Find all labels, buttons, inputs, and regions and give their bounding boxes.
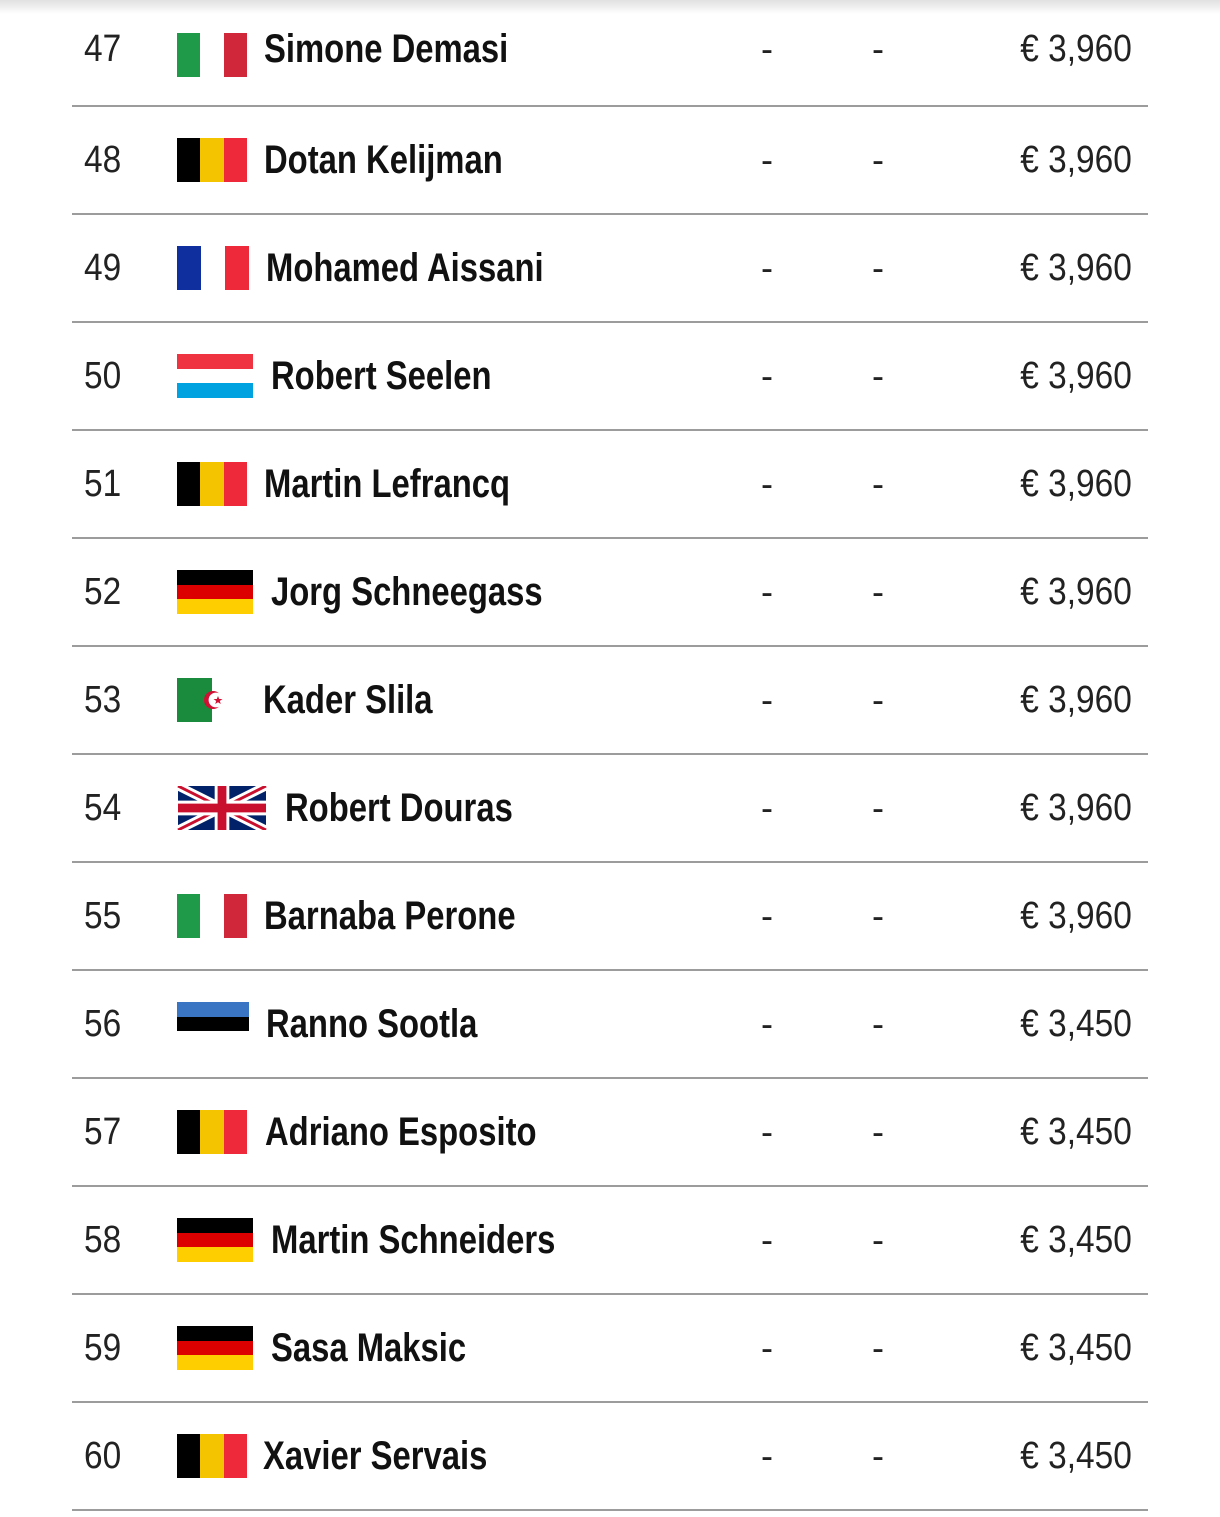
prize-amount: € 3,960 xyxy=(1020,787,1132,829)
stat-column-b: - xyxy=(872,1219,884,1260)
rank-number: 54 xyxy=(84,787,122,829)
rank-number: 52 xyxy=(84,571,122,613)
stat-column-a: - xyxy=(761,355,773,396)
luxembourg-flag-icon xyxy=(177,354,253,398)
rank-number: 48 xyxy=(84,139,122,181)
belgium-flag-icon xyxy=(177,1110,247,1154)
player-name[interactable]: Kader Slila xyxy=(263,678,433,722)
rank-number: 59 xyxy=(84,1327,122,1369)
prize-amount: € 3,960 xyxy=(1020,139,1132,181)
prize-amount: € 3,450 xyxy=(1020,1111,1132,1153)
stat-column-b: - xyxy=(872,139,884,180)
stat-column-a: - xyxy=(761,895,773,936)
germany-flag-icon xyxy=(177,570,253,614)
stat-column-b: - xyxy=(872,1111,884,1152)
player-name[interactable]: Robert Seelen xyxy=(271,354,492,398)
ranking-row[interactable] xyxy=(72,215,1148,323)
prize-amount: € 3,450 xyxy=(1020,1219,1132,1261)
ranking-row[interactable] xyxy=(72,1295,1148,1403)
prize-amount: € 3,960 xyxy=(1020,28,1132,70)
ranking-row[interactable] xyxy=(72,647,1148,755)
stat-column-b: - xyxy=(872,787,884,828)
prize-amount: € 3,960 xyxy=(1020,247,1132,289)
player-name[interactable]: Martin Lefrancq xyxy=(264,462,511,506)
stat-column-a: - xyxy=(761,571,773,612)
player-name[interactable]: Martin Schneiders xyxy=(271,1218,556,1262)
belgium-flag-icon xyxy=(177,1434,247,1478)
algeria-flag-icon xyxy=(177,678,247,722)
player-name[interactable]: Simone Demasi xyxy=(264,27,509,71)
stat-column-b: - xyxy=(872,1435,884,1476)
rank-number: 50 xyxy=(84,355,122,397)
stat-column-a: - xyxy=(761,679,773,720)
rank-number: 53 xyxy=(84,679,122,721)
stat-column-a: - xyxy=(761,139,773,180)
rank-number: 49 xyxy=(84,247,122,289)
stat-column-a: - xyxy=(761,463,773,504)
stat-column-a: - xyxy=(761,1327,773,1368)
germany-flag-icon xyxy=(177,1326,253,1370)
stat-column-a: - xyxy=(761,787,773,828)
italy-flag-icon xyxy=(177,894,247,938)
rank-number: 57 xyxy=(84,1111,122,1153)
stat-column-b: - xyxy=(872,679,884,720)
player-name[interactable]: Dotan Kelijman xyxy=(264,138,503,182)
stat-column-a: - xyxy=(761,28,773,69)
ranking-row[interactable] xyxy=(72,0,1148,107)
rank-number: 47 xyxy=(84,28,122,70)
ranking-row[interactable] xyxy=(72,1079,1148,1187)
stat-column-b: - xyxy=(872,895,884,936)
stat-column-a: - xyxy=(761,1111,773,1152)
player-name[interactable]: Sasa Maksic xyxy=(271,1326,467,1370)
belgium-flag-icon xyxy=(177,462,247,506)
ranking-row[interactable] xyxy=(72,971,1148,1079)
prize-amount: € 3,450 xyxy=(1020,1327,1132,1369)
belgium-flag-icon xyxy=(177,138,247,182)
ranking-row[interactable] xyxy=(72,755,1148,863)
stat-column-b: - xyxy=(872,28,884,69)
stat-column-b: - xyxy=(872,463,884,504)
france-flag-icon xyxy=(177,246,249,290)
prize-amount: € 3,450 xyxy=(1020,1435,1132,1477)
ranking-row[interactable] xyxy=(72,539,1148,647)
italy-flag-icon xyxy=(177,33,247,77)
estonia-flag-icon xyxy=(177,1002,249,1046)
rank-number: 55 xyxy=(84,895,122,937)
stat-column-a: - xyxy=(761,247,773,288)
ranking-row[interactable] xyxy=(72,323,1148,431)
ranking-row[interactable] xyxy=(72,1187,1148,1295)
prize-amount: € 3,960 xyxy=(1020,571,1132,613)
stat-column-b: - xyxy=(872,247,884,288)
rank-number: 60 xyxy=(84,1435,122,1477)
player-name[interactable]: Jorg Schneegass xyxy=(271,570,543,614)
rank-number: 51 xyxy=(84,463,122,505)
ranking-row[interactable] xyxy=(72,1403,1148,1511)
prize-amount: € 3,960 xyxy=(1020,679,1132,721)
player-name[interactable]: Ranno Sootla xyxy=(266,1002,478,1046)
ranking-row[interactable] xyxy=(72,107,1148,215)
prize-amount: € 3,960 xyxy=(1020,463,1132,505)
stat-column-b: - xyxy=(872,1003,884,1044)
stat-column-a: - xyxy=(761,1219,773,1260)
germany-flag-icon xyxy=(177,1218,253,1262)
stat-column-b: - xyxy=(872,1327,884,1368)
player-name[interactable]: Adriano Esposito xyxy=(265,1110,537,1154)
stat-column-b: - xyxy=(872,571,884,612)
stat-column-a: - xyxy=(761,1003,773,1044)
rank-number: 58 xyxy=(84,1219,122,1261)
prize-amount: € 3,960 xyxy=(1020,895,1132,937)
player-name[interactable]: Mohamed Aissani xyxy=(266,246,544,290)
stat-column-a: - xyxy=(761,1435,773,1476)
rank-number: 56 xyxy=(84,1003,122,1045)
ranking-row[interactable] xyxy=(72,431,1148,539)
player-name[interactable]: Robert Douras xyxy=(285,786,513,830)
ranking-row[interactable] xyxy=(72,863,1148,971)
ranking-list xyxy=(72,0,1148,1511)
prize-amount: € 3,450 xyxy=(1020,1003,1132,1045)
stat-column-b: - xyxy=(872,355,884,396)
united-kingdom-flag-icon xyxy=(177,786,267,830)
player-name[interactable]: Barnaba Perone xyxy=(264,894,516,938)
prize-amount: € 3,960 xyxy=(1020,355,1132,397)
player-name[interactable]: Xavier Servais xyxy=(263,1434,488,1478)
